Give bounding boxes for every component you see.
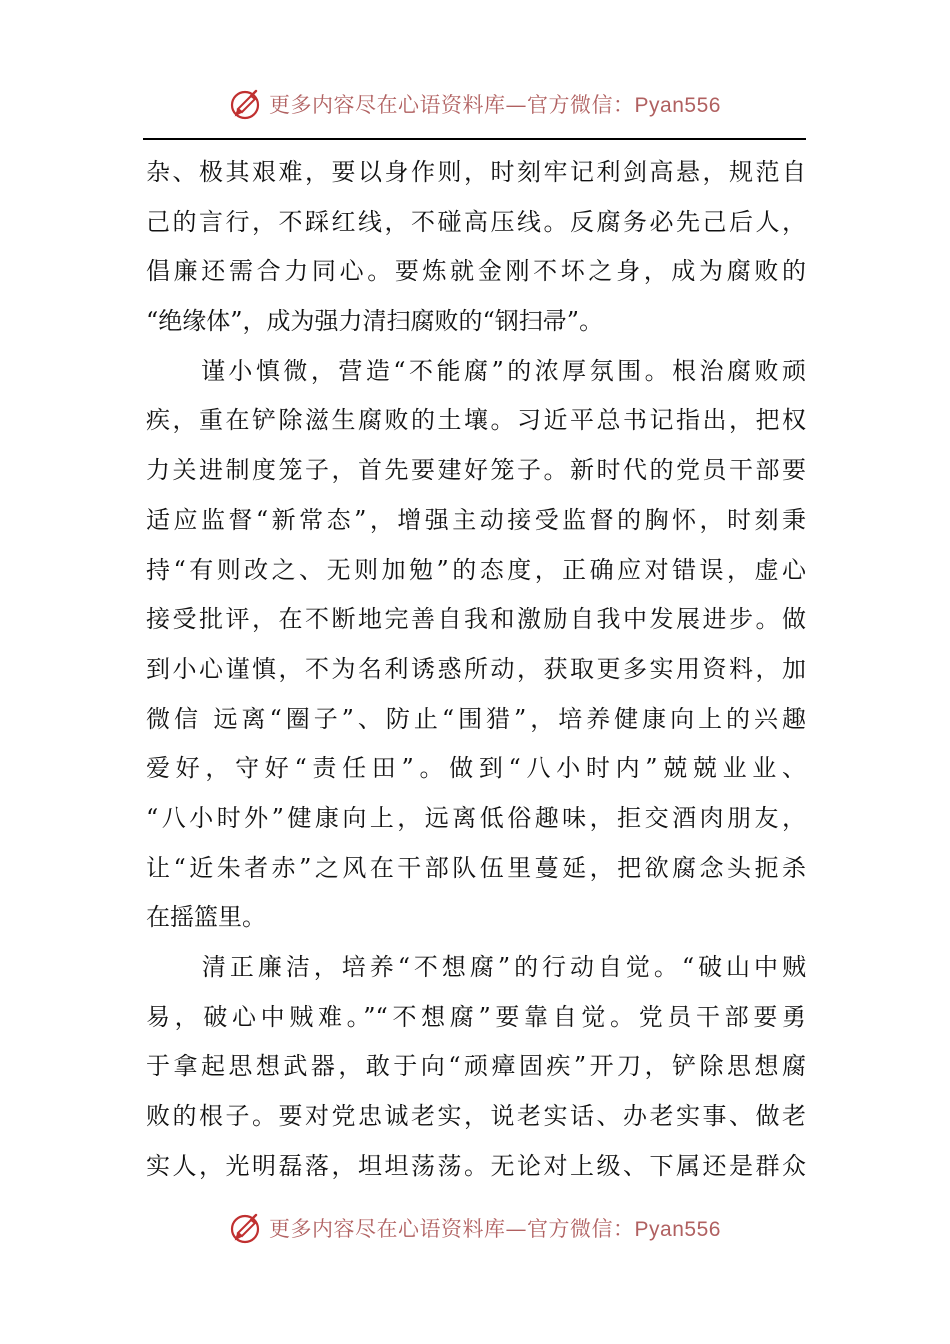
body-line: 杂、极其艰难，要以身作则，时刻牢记利剑高悬，规范自 — [146, 158, 806, 186]
body-line: 清正廉洁，培养“不想腐”的行动自觉。“破山中贼 — [146, 953, 806, 981]
header-brand: 更多内容尽在心语资料库 — [269, 93, 506, 117]
body-line: 倡廉还需合力同心。要炼就金刚不坏之身，成为腐败的 — [146, 257, 806, 286]
body-line: 接受批评，在不断地完善自我和激励自我中发展进步。做 — [146, 605, 806, 634]
body-line: 力关进制度笼子，首先要建好笼子。新时代的党员干部要 — [146, 456, 806, 485]
body-line: 让“近朱者赤”之风在干部队伍里蔓延，把欲腐念头扼杀 — [146, 853, 806, 882]
body-line: 实人，光明磊落，坦坦荡荡。无论对上级、下属还是群众 — [146, 1151, 806, 1180]
header-rule — [143, 138, 806, 140]
pen-logo-icon — [229, 1211, 263, 1245]
document-body — [146, 148, 806, 1191]
header-official: 官方微信： — [527, 93, 635, 117]
header-banner — [0, 84, 950, 124]
footer-wechat-id: Pyan556 — [634, 1218, 721, 1241]
footer-brand: 更多内容尽在心语资料库 — [269, 1217, 506, 1241]
header-banner-text — [269, 89, 721, 119]
body-line: 谨小慎微，营造“不能腐”的浓厚氛围。根治腐败顽 — [146, 356, 806, 385]
footer-banner-text — [269, 1213, 721, 1243]
body-line: 适应监督“新常态”，增强主动接受监督的胸怀，时刻秉 — [146, 505, 806, 534]
body-line: 己的言行，不踩红线，不碰高压线。反腐务必先己后人， — [146, 207, 806, 236]
footer-dash: — — [505, 1217, 528, 1241]
body-line: 爱好，守好“责任田”。做到“八小时内”兢兢业业、 — [146, 754, 806, 783]
body-line: 于拿起思想武器，敢于向“顽瘴固疾”开刀，铲除思想腐 — [146, 1052, 806, 1081]
body-line: “绝缘体”，成为强力清扫腐败的“钢扫帚”。 — [146, 307, 604, 336]
header-wechat-id: Pyan556 — [634, 94, 721, 117]
body-line: 在摇篮里。 — [146, 903, 266, 932]
body-line: 易，破心中贼难。”“不想腐”要靠自觉。党员干部要勇 — [146, 1002, 806, 1031]
pen-logo-icon — [229, 87, 263, 121]
header-dash: — — [505, 93, 528, 117]
footer-banner — [0, 1208, 950, 1248]
body-line: 到小心谨慎，不为名利诱惑所动，获取更多实用资料，加 — [146, 654, 806, 683]
footer-official: 官方微信： — [527, 1217, 635, 1241]
body-line: 疾，重在铲除滋生腐败的土壤。习近平总书记指出，把权 — [146, 406, 806, 435]
body-line: 败的根子。要对党忠诚老实，说老实话、办老实事、做老 — [146, 1102, 806, 1131]
body-line: 持“有则改之、无则加勉”的态度，正确应对错误，虚心 — [146, 555, 806, 584]
body-line: “八小时外”健康向上，远离低俗趣味，拒交酒肉朋友， — [146, 803, 806, 832]
body-line: 微信 远离“圈子”、防止“围猎”，培养健康向上的兴趣 — [146, 704, 806, 733]
